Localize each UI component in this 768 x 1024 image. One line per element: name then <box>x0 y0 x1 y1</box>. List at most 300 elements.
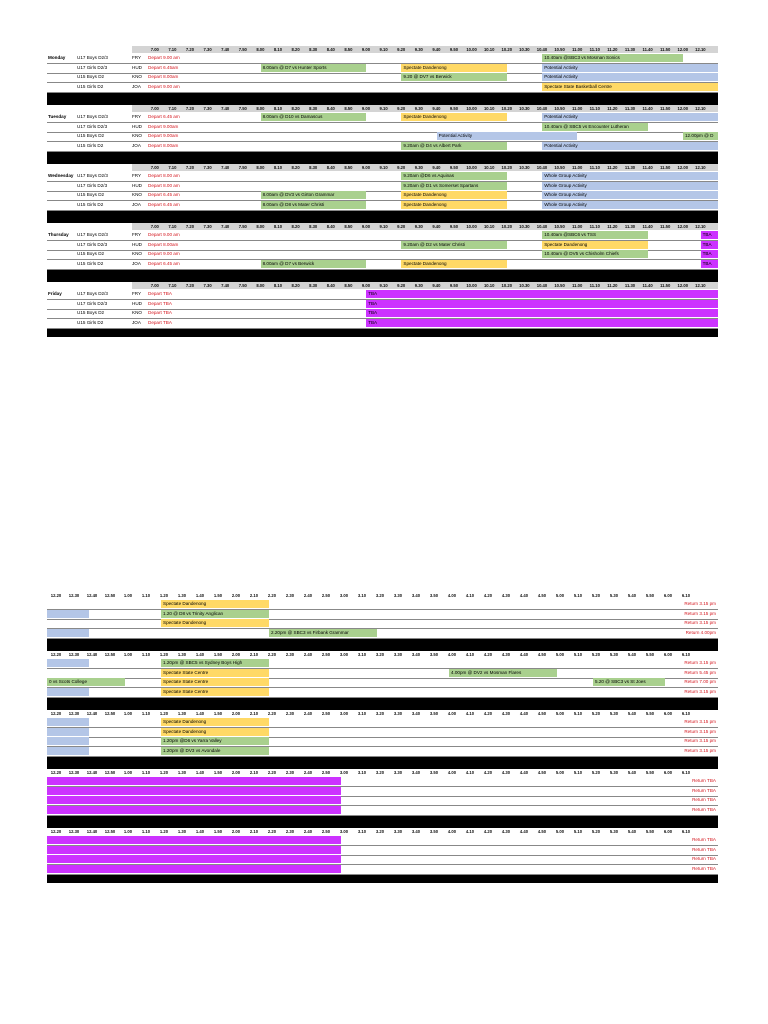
time-label: 10.10 <box>483 106 495 111</box>
time-label: 9.20 <box>397 106 406 111</box>
time-label: 5.30 <box>609 652 619 657</box>
time-header-row <box>47 105 718 112</box>
time-label: 5.40 <box>627 770 637 775</box>
time-label: 11.20 <box>607 165 618 170</box>
time-label: 11.40 <box>642 47 653 52</box>
team-row <box>47 855 718 863</box>
time-label: 11.30 <box>624 47 636 52</box>
time-label: 12.10 <box>695 165 706 170</box>
event-block: Spectate Dandenong <box>401 113 507 121</box>
event-block: Spectate Dandenong <box>542 241 648 249</box>
time-label: 1.10 <box>141 770 151 775</box>
time-label: 12.00 <box>677 283 689 288</box>
time-label: 1.00 <box>123 770 133 775</box>
time-label: 1.30 <box>177 652 187 657</box>
time-label: 3.50 <box>429 711 439 716</box>
time-label: 10.00 <box>466 283 477 288</box>
team-label: U17 Boys D2/3 <box>77 55 108 60</box>
time-label: 7.40 <box>221 106 230 111</box>
team-row <box>47 865 718 873</box>
time-label: 1.20 <box>159 770 169 775</box>
time-label: 12.00 <box>677 165 689 170</box>
team-label: U15 Girls D2 <box>77 201 104 207</box>
time-label: 9.50 <box>449 47 459 52</box>
time-label: 7.10 <box>168 165 177 170</box>
time-label: 9.40 <box>432 283 441 288</box>
event-block: Spectate Dandenong <box>161 728 269 736</box>
time-label: 4.10 <box>465 770 475 775</box>
event-block <box>47 796 341 804</box>
team-label: U15 Girls D2 <box>77 319 104 325</box>
depart-time: Depart 9.00 am <box>148 232 180 237</box>
time-label: 8.00 <box>256 283 265 288</box>
team-row <box>47 629 718 637</box>
event-block: 4.00pm @ DV2 vs Mosman Flares <box>449 669 557 677</box>
time-label: 2.10 <box>249 593 259 598</box>
time-label: 9.30 <box>414 224 423 229</box>
team-label: U17 Girls D2/3 <box>77 123 108 129</box>
time-label: 3.30 <box>393 829 403 834</box>
day-label: Friday <box>48 291 62 296</box>
time-label: 7.40 <box>221 165 230 170</box>
team-row <box>47 172 718 180</box>
time-label: 7.40 <box>221 224 230 229</box>
time-label: 11.20 <box>607 106 618 111</box>
event-block <box>47 806 341 814</box>
team-row <box>47 747 718 755</box>
time-label: 4.20 <box>483 652 493 657</box>
time-label: 2.00 <box>231 711 241 716</box>
time-header-row <box>47 46 718 53</box>
team-row <box>47 201 718 209</box>
schedule-afternoon <box>47 592 718 882</box>
time-label: 8.40 <box>326 47 335 52</box>
event-block: 8.00am @ D7 vs Hunter Sports <box>261 64 367 72</box>
depart-time: Depart TBA <box>148 310 172 315</box>
time-label: 10.40 <box>536 283 548 288</box>
section-divider <box>47 816 718 828</box>
event-block: TBA <box>366 290 718 298</box>
time-label: 5.30 <box>609 829 619 834</box>
time-label: 9.50 <box>449 224 459 229</box>
team-row <box>47 64 718 72</box>
event-block: Whole Group Activity <box>542 201 718 209</box>
team-row <box>47 73 718 81</box>
time-label: 11.20 <box>607 47 618 52</box>
time-label: 3.20 <box>375 829 385 834</box>
coach-code: JOA <box>132 83 141 89</box>
time-label: 3.40 <box>411 829 421 834</box>
time-label: 3.00 <box>339 829 349 834</box>
time-label: 10.20 <box>501 165 513 170</box>
time-label: 6.10 <box>681 770 691 775</box>
time-label: 4.00 <box>447 770 457 775</box>
return-time: Return 3.15 pm <box>684 738 716 743</box>
time-label: 2.20 <box>267 593 277 598</box>
coach-code: HUD <box>132 182 142 188</box>
time-label: 6.00 <box>663 770 673 775</box>
time-label: 3.40 <box>411 770 421 775</box>
time-label: 12.20 <box>50 652 62 657</box>
event-block: TBA <box>366 300 718 308</box>
time-label: 8.50 <box>344 224 353 229</box>
time-label: 6.10 <box>681 593 691 598</box>
time-label: 1.50 <box>213 652 223 657</box>
time-label: 12.30 <box>68 711 80 716</box>
time-label: 7.00 <box>150 224 159 229</box>
time-label: 2.00 <box>231 593 241 598</box>
time-label: 1.30 <box>177 711 187 716</box>
time-header-row <box>47 282 718 289</box>
time-label: 9.50 <box>449 283 459 288</box>
team-label: U15 Boys D2 <box>77 74 105 79</box>
team-row <box>47 787 718 795</box>
time-label: 8.40 <box>326 165 335 170</box>
time-label: 11.10 <box>589 47 600 52</box>
event-block: Potential Activity <box>542 64 718 72</box>
time-label: 5.30 <box>609 593 619 598</box>
time-label: 12.50 <box>104 652 116 657</box>
time-label: 2.20 <box>267 770 277 775</box>
section-divider <box>47 329 718 337</box>
depart-time: Depart 8.00am <box>148 142 179 148</box>
time-label: 1.20 <box>159 593 169 598</box>
event-block <box>47 747 89 755</box>
time-label: 3.00 <box>339 770 349 775</box>
time-label: 2.30 <box>285 711 295 716</box>
team-row <box>47 54 718 62</box>
time-label: 3.40 <box>411 652 421 657</box>
time-label: 5.10 <box>573 770 583 775</box>
time-label: 7.20 <box>185 106 195 111</box>
team-label: U15 Boys D2 <box>77 133 105 138</box>
section-divider <box>47 270 718 282</box>
time-label: 11.50 <box>660 106 671 111</box>
time-label: 11.40 <box>642 224 653 229</box>
team-label: U17 Girls D2/3 <box>77 64 108 70</box>
time-label: 9.10 <box>379 283 388 288</box>
time-label: 9.20 <box>397 47 406 52</box>
time-label: 11.00 <box>572 106 583 111</box>
time-label: 4.30 <box>501 593 511 598</box>
event-block: 9.20am @ D2 vs Mater Christi <box>401 241 507 249</box>
time-label: 5.20 <box>591 770 601 775</box>
team-label: U15 Girls D2 <box>77 142 104 148</box>
time-label: 10.20 <box>501 47 513 52</box>
return-time: Return 3.15 pm <box>684 747 716 753</box>
event-block <box>47 865 341 873</box>
time-label: 12.40 <box>86 711 98 716</box>
time-label: 8.10 <box>273 283 283 288</box>
event-block: Potential Activity <box>542 73 718 81</box>
time-label: 9.10 <box>379 106 388 111</box>
event-block: 1.20pm @ DV3 vs Avondale <box>161 747 269 755</box>
team-row <box>47 113 718 121</box>
time-label: 4.30 <box>501 711 511 716</box>
event-block <box>47 659 89 667</box>
return-time: Return TBA <box>692 787 716 793</box>
team-row <box>47 806 718 814</box>
event-block: TBA <box>701 231 718 239</box>
time-label: 11.00 <box>572 165 583 170</box>
time-label: 10.30 <box>519 224 530 229</box>
time-label: 10.10 <box>483 224 495 229</box>
depart-time: Depart 6.45 am <box>148 114 180 119</box>
team-row <box>47 319 718 327</box>
time-label: 5.20 <box>591 711 601 716</box>
time-label: 4.10 <box>465 711 475 716</box>
coach-code: HUD <box>132 123 142 129</box>
event-block: 10.40am @ SBC5 vs Encounter Lutheran <box>542 123 648 131</box>
time-label: 3.20 <box>375 593 385 598</box>
time-label: 1.10 <box>141 652 151 657</box>
time-label: 12.50 <box>104 829 116 834</box>
time-label: 10.50 <box>554 283 565 288</box>
time-label: 2.40 <box>303 593 313 598</box>
team-row <box>47 191 718 199</box>
time-label: 4.00 <box>447 711 457 716</box>
time-label: 1.20 <box>159 652 169 657</box>
event-block: Spectate Dandenong <box>161 718 269 726</box>
time-label: 11.40 <box>642 106 653 111</box>
time-label: 5.10 <box>573 711 583 716</box>
event-block: 8.00am @ D8 vs Mater Christi <box>261 201 367 209</box>
time-label: 8.40 <box>326 106 335 111</box>
return-time: Return 3.15 pm <box>684 610 716 616</box>
time-label: 7.50 <box>238 224 247 229</box>
time-label: 9.40 <box>432 106 441 111</box>
time-label: 4.00 <box>447 652 457 657</box>
time-label: 8.30 <box>309 224 318 229</box>
time-label: 7.00 <box>150 165 159 170</box>
time-label: 8.00 <box>256 224 265 229</box>
team-label: U15 Girls D2 <box>77 83 104 89</box>
time-label: 2.50 <box>321 711 331 716</box>
time-label: 11.20 <box>607 283 618 288</box>
coach-code: KNO <box>132 192 142 197</box>
coach-code: KNO <box>132 251 142 256</box>
event-block: Potential Activity <box>542 113 718 121</box>
time-label: 7.30 <box>203 165 212 170</box>
time-label: 9.10 <box>379 47 388 52</box>
time-label: 11.40 <box>642 165 653 170</box>
time-label: 2.50 <box>321 770 331 775</box>
event-block: 8.00am @ DV3 vs Girton Grammar <box>261 191 367 199</box>
time-label: 11.20 <box>607 224 618 229</box>
time-label: 1.20 <box>159 829 169 834</box>
section-divider <box>47 757 718 769</box>
time-label: 8.20 <box>291 224 300 229</box>
coach-code: JOA <box>132 260 141 266</box>
time-label: 12.30 <box>68 829 80 834</box>
team-label: U17 Boys D2/3 <box>77 173 108 178</box>
time-label: 9.30 <box>414 47 423 52</box>
time-label: 12.10 <box>695 283 706 288</box>
time-label: 7.30 <box>203 224 212 229</box>
time-label: 12.20 <box>50 593 62 598</box>
time-label: 1.50 <box>213 593 223 598</box>
time-label: 1.00 <box>123 829 133 834</box>
time-label: 10.20 <box>501 224 513 229</box>
team-label: U17 Girls D2/3 <box>77 300 108 306</box>
return-time: Return TBA <box>692 846 716 852</box>
time-label: 9.20 <box>397 283 406 288</box>
time-label: 11.30 <box>624 224 636 229</box>
time-label: 5.30 <box>609 711 619 716</box>
time-label: 6.00 <box>663 593 673 598</box>
time-label: 2.30 <box>285 770 295 775</box>
event-block <box>47 737 89 745</box>
team-row <box>47 836 718 844</box>
event-block <box>47 836 341 844</box>
time-label: 10.20 <box>501 106 513 111</box>
time-label: 10.10 <box>483 165 495 170</box>
event-block: Spectate State Centre <box>161 688 269 696</box>
time-label: 10.40 <box>536 47 548 52</box>
event-block: 1.20pm @ SBC5 vs Sydney Boys High <box>161 659 269 667</box>
depart-time: Depart 9.00am <box>148 133 179 138</box>
time-label: 12.10 <box>695 47 706 52</box>
time-label: 7.50 <box>238 47 247 52</box>
coach-code: JOA <box>132 201 141 207</box>
time-label: 4.40 <box>519 770 529 775</box>
section-divider <box>47 875 718 883</box>
time-label: 5.40 <box>627 711 637 716</box>
time-label: 2.00 <box>231 770 241 775</box>
time-label: 9.30 <box>414 283 423 288</box>
team-row <box>47 132 718 140</box>
time-header-row <box>47 710 718 717</box>
time-label: 9.50 <box>449 106 459 111</box>
time-label: 10.30 <box>519 165 530 170</box>
team-row <box>47 250 718 258</box>
time-label: 2.30 <box>285 652 295 657</box>
event-block: Spectate Dandenong <box>401 260 507 268</box>
time-label: 12.30 <box>68 652 80 657</box>
schedule-morning <box>47 46 718 336</box>
time-label: 7.50 <box>238 165 247 170</box>
depart-time: Depart 9.00 am <box>148 55 180 60</box>
time-label: 12.30 <box>68 593 80 598</box>
time-label: 10.40 <box>536 106 548 111</box>
time-label: 7.20 <box>185 47 195 52</box>
time-label: 1.30 <box>177 593 187 598</box>
event-block: 10.40am @ DV5 vs Chisholm Chiefs <box>542 250 648 258</box>
coach-code: FRY <box>132 55 142 60</box>
team-row <box>47 659 718 667</box>
event-block: Whole Group Activity <box>542 191 718 199</box>
team-label: U15 Boys D2 <box>77 310 105 315</box>
return-time: Return 3.15 pm <box>684 620 716 625</box>
event-block: 9.20am @ D1 vs Somerset Spartans <box>401 182 507 190</box>
time-label: 6.00 <box>663 829 673 834</box>
event-block: Spectate State Centre <box>161 678 269 686</box>
time-label: 6.00 <box>663 652 673 657</box>
time-label: 4.40 <box>519 711 529 716</box>
time-label: 9.30 <box>414 106 423 111</box>
time-label: 3.20 <box>375 711 385 716</box>
event-block <box>47 728 89 736</box>
time-label: 4.50 <box>537 770 547 775</box>
team-row <box>47 619 718 627</box>
return-time: Return 3.15 pm <box>684 601 716 606</box>
time-label: 1.40 <box>195 711 205 716</box>
time-label: 12.40 <box>86 652 98 657</box>
time-label: 12.00 <box>677 224 689 229</box>
event-block <box>47 777 341 785</box>
time-label: 2.50 <box>321 829 331 834</box>
time-label: 7.10 <box>168 224 177 229</box>
team-row <box>47 846 718 854</box>
time-label: 7.30 <box>203 47 212 52</box>
time-label: 10.20 <box>501 283 513 288</box>
team-row <box>47 231 718 239</box>
coach-code: FRY <box>132 232 142 237</box>
time-label: 7.10 <box>168 283 177 288</box>
time-label: 5.20 <box>591 652 601 657</box>
time-label: 8.50 <box>344 283 353 288</box>
time-label: 2.00 <box>231 829 241 834</box>
section-divider <box>47 639 718 651</box>
time-label: 3.30 <box>393 652 403 657</box>
event-block: 1.20pm @D6 vs Yarra Valley <box>161 737 269 745</box>
time-label: 12.30 <box>68 770 80 775</box>
time-label: 12.10 <box>695 106 706 111</box>
depart-time: Depart 6.45 am <box>148 201 180 207</box>
time-label: 1.40 <box>195 652 205 657</box>
event-block: Spectate Dandenong <box>401 201 507 209</box>
time-label: 11.10 <box>589 283 600 288</box>
time-label: 1.50 <box>213 829 223 834</box>
time-label: 4.30 <box>501 829 511 834</box>
event-block <box>47 855 341 863</box>
time-label: 9.00 <box>361 283 371 288</box>
time-label: 12.50 <box>104 593 116 598</box>
time-header-row <box>47 828 718 835</box>
time-label: 4.10 <box>465 652 475 657</box>
time-label: 4.50 <box>537 652 547 657</box>
time-label: 5.10 <box>573 652 583 657</box>
time-label: 4.00 <box>447 829 457 834</box>
day-label: Tuesday <box>48 114 67 119</box>
event-block: 12.00pm @ D <box>683 132 718 140</box>
day-label: Monday <box>48 55 66 60</box>
return-time: Return TBA <box>692 837 716 842</box>
time-label: 5.10 <box>573 593 583 598</box>
time-label: 2.30 <box>285 829 295 834</box>
time-label: 9.10 <box>379 224 388 229</box>
time-label: 10.50 <box>554 106 565 111</box>
time-label: 3.10 <box>357 652 367 657</box>
team-row <box>47 678 718 686</box>
depart-time: Depart 8.00 am <box>148 182 180 188</box>
section-divider <box>47 93 718 105</box>
time-label: 11.50 <box>660 47 671 52</box>
time-label: 8.40 <box>326 283 335 288</box>
time-label: 11.50 <box>660 283 671 288</box>
team-row <box>47 718 718 726</box>
time-label: 3.50 <box>429 770 439 775</box>
coach-code: KNO <box>132 133 142 138</box>
event-block: Spectate Dandenong <box>401 64 507 72</box>
time-label: 7.00 <box>150 106 159 111</box>
time-label: 8.10 <box>273 224 283 229</box>
time-label: 9.40 <box>432 224 441 229</box>
time-label: 3.00 <box>339 652 349 657</box>
time-label: 1.50 <box>213 711 223 716</box>
return-time: Return 3.15 pm <box>684 728 716 734</box>
time-header-row <box>47 769 718 776</box>
